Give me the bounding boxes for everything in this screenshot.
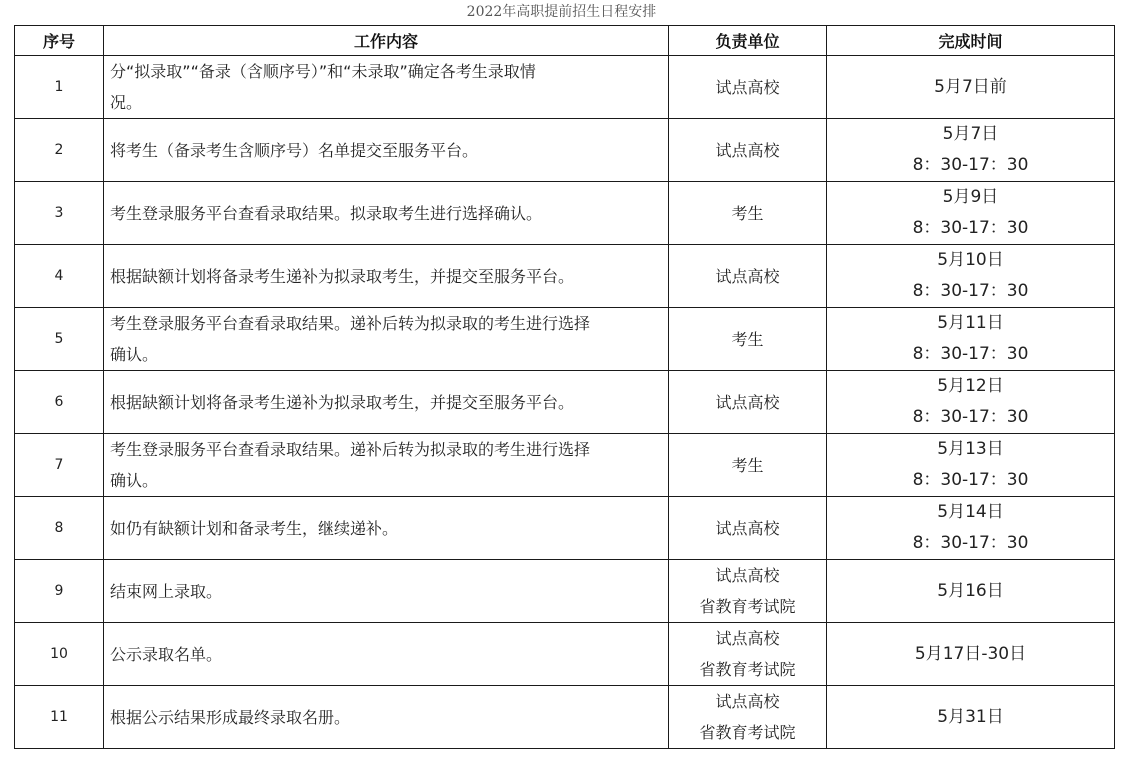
task-content-cell [104, 434, 669, 497]
completion-time-line: 5月12日 [937, 376, 1004, 396]
task-content-line: 公示录取名单。 [110, 644, 223, 664]
row-number: 4 [15, 245, 104, 308]
table-row [15, 560, 1115, 623]
completion-time-cell [827, 686, 1115, 749]
task-content-cell [104, 560, 669, 623]
completion-time-line: 8：30-17：30 [912, 533, 1029, 553]
task-content-cell [104, 245, 669, 308]
table-row [15, 686, 1115, 749]
responsible-unit-line: 省教育考试院 [699, 660, 796, 679]
completion-time-line: 5月17日-30日 [914, 643, 1027, 664]
header-time: 完成时间 [827, 26, 1115, 56]
task-content-line: 考生登录服务平台查看录取结果。递补后转为拟录取的考生进行选择 [110, 314, 591, 333]
task-content-line: 况。 [110, 93, 143, 112]
table-body [15, 56, 1115, 749]
responsible-unit-line: 试点高校 [715, 77, 780, 97]
task-content-line: 分“拟录取”“备录（含顺序号）”和“未录取”确定各考生录取情 [110, 62, 536, 81]
task-content-line: 将考生（备录考生含顺序号）名单提交至服务平台。 [110, 140, 479, 160]
responsible-unit-cell [669, 308, 827, 371]
responsible-unit-cell [669, 623, 827, 686]
completion-time-cell [827, 623, 1115, 686]
responsible-unit-line: 试点高校 [715, 266, 780, 286]
responsible-unit-line: 考生 [731, 455, 764, 475]
header-row [15, 26, 1115, 56]
completion-time-cell [827, 245, 1115, 308]
completion-time-line: 5月31日 [937, 706, 1004, 727]
task-content-line: 考生登录服务平台查看录取结果。拟录取考生进行选择确认。 [110, 203, 543, 223]
responsible-unit-cell [669, 560, 827, 623]
task-content-line: 根据缺额计划将备录考生递补为拟录取考生，并提交至服务平台。 [110, 266, 575, 286]
completion-time-line: 5月9日 [942, 187, 999, 207]
responsible-unit-line: 试点高校 [715, 392, 780, 412]
responsible-unit-line: 试点高校 [715, 518, 780, 538]
table-row [15, 308, 1115, 371]
table-row [15, 245, 1115, 308]
table-row [15, 623, 1115, 686]
completion-time-cell [827, 560, 1115, 623]
responsible-unit-cell [669, 56, 827, 119]
completion-time-line: 5月14日 [937, 502, 1004, 522]
table-row [15, 434, 1115, 497]
row-number: 3 [15, 182, 104, 245]
row-number: 10 [15, 623, 104, 686]
row-number: 7 [15, 434, 104, 497]
responsible-unit-line: 考生 [731, 329, 764, 349]
task-content-line: 结束网上录取。 [110, 581, 223, 601]
responsible-unit-line: 试点高校 [715, 566, 780, 585]
responsible-unit-line: 省教育考试院 [699, 723, 796, 742]
task-content-cell [104, 182, 669, 245]
table-row [15, 182, 1115, 245]
responsible-unit-line: 试点高校 [715, 629, 780, 648]
task-content-cell [104, 497, 669, 560]
row-number: 1 [15, 56, 104, 119]
row-number: 2 [15, 119, 104, 182]
completion-time-line: 5月16日 [937, 580, 1004, 601]
completion-time-line: 5月10日 [937, 250, 1004, 270]
responsible-unit-cell [669, 182, 827, 245]
completion-time-line: 8：30-17：30 [912, 155, 1029, 175]
header-content: 工作内容 [104, 26, 669, 56]
header-unit: 负责单位 [669, 26, 827, 56]
schedule-table [14, 25, 1115, 749]
completion-time-line: 8：30-17：30 [912, 470, 1029, 490]
completion-time-line: 8：30-17：30 [912, 218, 1029, 238]
completion-time-line: 8：30-17：30 [912, 344, 1029, 364]
row-number: 8 [15, 497, 104, 560]
task-content-cell [104, 56, 669, 119]
responsible-unit-cell [669, 371, 827, 434]
responsible-unit-line: 考生 [731, 203, 764, 223]
responsible-unit-line: 省教育考试院 [699, 597, 796, 616]
completion-time-line: 8：30-17：30 [912, 281, 1029, 301]
task-content-line: 如仍有缺额计划和备录考生，继续递补。 [110, 518, 399, 538]
task-content-cell [104, 623, 669, 686]
task-content-cell [104, 371, 669, 434]
completion-time-cell [827, 119, 1115, 182]
task-content-line: 考生登录服务平台查看录取结果。递补后转为拟录取的考生进行选择 [110, 440, 591, 459]
task-content-cell [104, 308, 669, 371]
responsible-unit-line: 试点高校 [715, 140, 780, 160]
completion-time-line: 5月11日 [937, 313, 1004, 333]
row-number: 9 [15, 560, 104, 623]
task-content-line: 确认。 [110, 471, 159, 490]
completion-time-cell [827, 497, 1115, 560]
table-row [15, 371, 1115, 434]
table-row [15, 119, 1115, 182]
task-content-line: 确认。 [110, 345, 159, 364]
completion-time-line: 5月7日 [942, 124, 999, 144]
responsible-unit-line: 试点高校 [715, 692, 780, 711]
page-title: 2022年高职提前招生日程安排 [466, 4, 657, 20]
task-content-cell [104, 686, 669, 749]
completion-time-line: 5月13日 [937, 439, 1004, 459]
task-content-cell [104, 119, 669, 182]
responsible-unit-cell [669, 497, 827, 560]
completion-time-cell [827, 56, 1115, 119]
header-no: 序号 [15, 26, 104, 56]
completion-time-cell [827, 308, 1115, 371]
table-header [15, 26, 1115, 56]
responsible-unit-cell [669, 686, 827, 749]
task-content-line: 根据公示结果形成最终录取名册。 [110, 707, 351, 727]
row-number: 6 [15, 371, 104, 434]
responsible-unit-cell [669, 434, 827, 497]
row-number: 11 [15, 686, 104, 749]
completion-time-line: 5月7日前 [934, 76, 1007, 97]
row-number: 5 [15, 308, 104, 371]
completion-time-cell [827, 182, 1115, 245]
responsible-unit-cell [669, 245, 827, 308]
table-row [15, 497, 1115, 560]
responsible-unit-cell [669, 119, 827, 182]
completion-time-cell [827, 371, 1115, 434]
table-row [15, 56, 1115, 119]
task-content-line: 根据缺额计划将备录考生递补为拟录取考生，并提交至服务平台。 [110, 392, 575, 412]
completion-time-line: 8：30-17：30 [912, 407, 1029, 427]
completion-time-cell [827, 434, 1115, 497]
